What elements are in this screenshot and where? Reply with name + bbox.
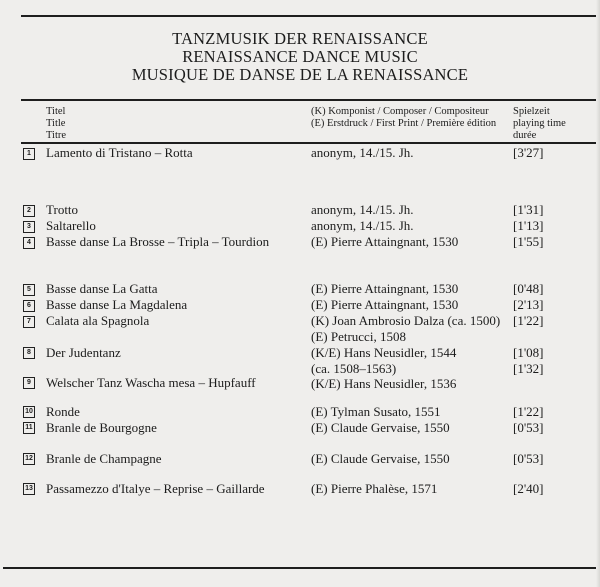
track-time: [3'27] [513,145,544,160]
col-composer: (K) Komponist / Composer / Compositeur [311,106,489,117]
track-number: 2 [23,205,35,217]
track-number: 12 [23,453,35,465]
col-title-de: Titel [46,106,66,117]
header-top-rule [21,99,600,101]
track-title: Welscher Tanz Wascha mesa – Hupfauff [46,375,256,390]
heading-german: TANZMUSIK DER RENAISSANCE [172,29,428,48]
track-number: 4 [23,237,35,249]
track-composer: (E) Pierre Attaingnant, 1530 [311,281,459,296]
page-edge-shadow [596,0,600,587]
track-time: [0'53] [513,451,544,466]
track-time: [1'55] [513,234,544,249]
heading-french: MUSIQUE DE DANSE DE LA RENAISSANCE [131,65,469,84]
top-rule [21,15,600,17]
track-title: Ronde [46,404,80,419]
track-number: 10 [23,406,35,418]
col-first-print: (E) Erstdruck / First Print / Première édition [311,118,497,129]
track-title: Lamento di Tristano – Rotta [46,145,193,160]
track-number: 1 [23,148,35,160]
track-composer: (E) Pierre Phalèse, 1571 [311,481,438,496]
track-composer: anonym, 14./15. Jh. [311,202,414,217]
track-time: [2'13] [513,297,544,312]
track-number: 8 [23,347,35,359]
track-title: Calata ala Spagnola [46,313,150,328]
track-composer: anonym, 14./15. Jh. [311,145,414,160]
track-composer: (K/E) Hans Neusidler, 1536 [311,376,457,391]
track-number: 3 [23,221,35,233]
track-number: 6 [23,300,35,312]
track-number: 9 [23,377,35,389]
track-title: Der Judentanz [46,345,121,360]
col-title-en: Title [46,118,66,129]
track-title: Basse danse La Gatta [46,281,158,296]
header-bottom-rule [21,142,600,144]
track-time: [1'31] [513,202,544,217]
col-time-de: Spielzeit [513,106,550,117]
col-time-fr: durée [513,130,537,141]
track-time: [1'22] [513,313,544,328]
track-composer: (E) Claude Gervaise, 1550 [311,420,450,435]
track-number: 11 [23,422,35,434]
track-number: 5 [23,284,35,296]
track-composer: (E) Tylman Susato, 1551 [311,404,441,419]
track-title: Branle de Champagne [46,451,162,466]
track-title: Basse danse La Magdalena [46,297,188,312]
track-composer: (E) Pierre Attaingnant, 1530 [311,297,459,312]
track-time: [1'13] [513,218,544,233]
track-title: Branle de Bourgogne [46,420,157,435]
col-title-fr: Titre [46,130,67,141]
track-title: Trotto [46,202,79,217]
track-title: Passamezzo d'Italye – Reprise – Gaillarde [46,481,265,496]
track-time: [0'53] [513,420,544,435]
col-time-en: playing time [513,118,566,129]
bottom-rule [3,567,600,569]
track-time: [0'48] [513,281,544,296]
track-time: [1'22] [513,404,544,419]
track-title: Basse danse La Brosse – Tripla – Tourdion [46,234,270,249]
track-composer: (K) Joan Ambrosio Dalza (ca. 1500) [311,313,501,328]
track-number: 7 [23,316,35,328]
track-number: 13 [23,483,35,495]
heading-english: RENAISSANCE DANCE MUSIC [182,47,418,66]
track-time-secondary: [1'32] [513,361,544,376]
track-composer: (E) Pierre Attaingnant, 1530 [311,234,459,249]
track-composer: anonym, 14./15. Jh. [311,218,414,233]
track-composer-dates: (ca. 1508–1563) [311,361,397,376]
track-composer: (K/E) Hans Neusidler, 1544 [311,345,457,360]
track-composer: (E) Claude Gervaise, 1550 [311,451,450,466]
track-time: [1'08] [513,345,544,360]
track-title: Saltarello [46,218,96,233]
track-first-print: (E) Petrucci, 1508 [311,329,406,344]
track-time: [2'40] [513,481,544,496]
